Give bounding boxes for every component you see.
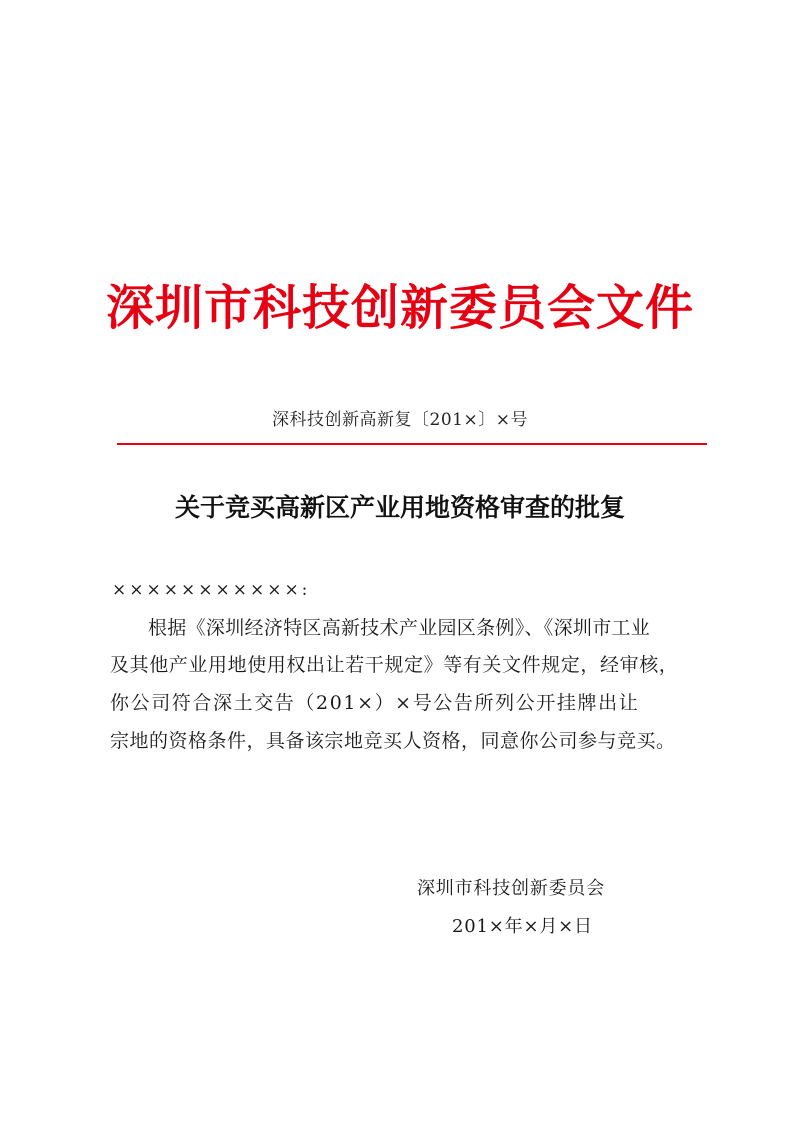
body-paragraph-line: 宗地的资格条件，具备该宗地竞买人资格，同意你公司参与竞买。 xyxy=(110,730,676,752)
signature-date: 201×年×月×日 xyxy=(452,916,593,937)
signature-organization: 深圳市科技创新委员会 xyxy=(417,878,605,899)
body-paragraph-line: 根据《深圳经济特区高新技术产业园区条例》、《深圳市工业 xyxy=(148,617,651,639)
document-number: 深科技创新高新复〔201×〕×号 xyxy=(272,410,528,430)
addressee: ×××××××××××: xyxy=(112,580,311,600)
body-paragraph-line: 及其他产业用地使用权出让若干规定》等有关文件规定，经审核， xyxy=(110,654,679,676)
red-divider-line xyxy=(117,443,707,445)
body-paragraph-line: 你公司符合深土交告（201×）×号公告所列公开挂牌出让 xyxy=(110,692,640,714)
document-title: 关于竞买高新区产业用地资格审查的批复 xyxy=(174,493,625,522)
masthead-title: 深圳市科技创新委员会文件 xyxy=(105,280,694,336)
